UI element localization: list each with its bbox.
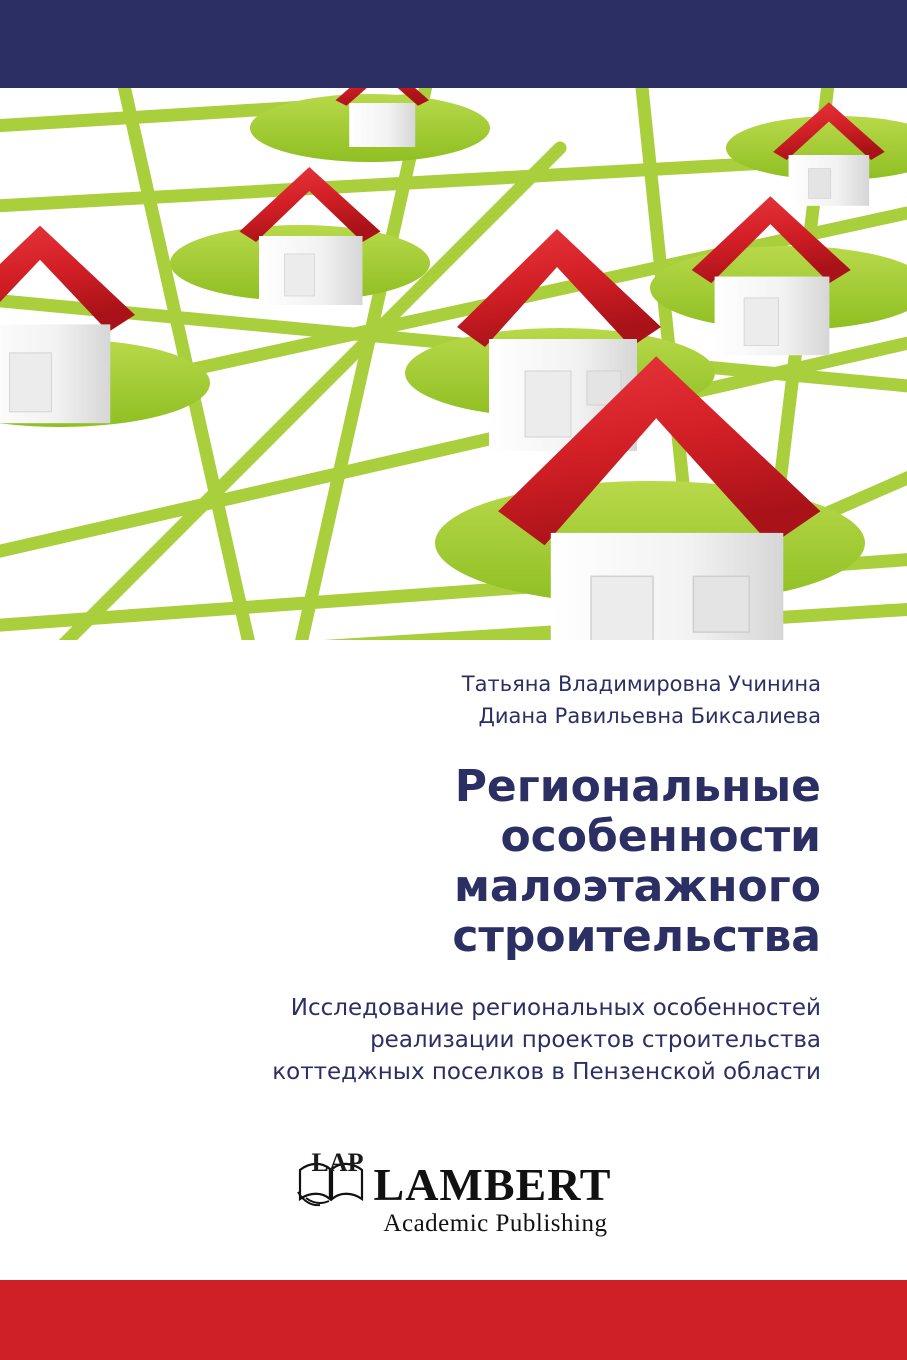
- subtitle-line: реализации проектов строительства: [370, 1027, 821, 1053]
- cover-illustration: [0, 88, 907, 640]
- subtitle-line: коттеджных поселков в Пензенской области: [272, 1059, 821, 1085]
- bottom-white-gap: [0, 1272, 907, 1280]
- top-navy-band: [0, 0, 907, 88]
- publisher-tagline: Academic Publishing: [383, 1210, 608, 1237]
- open-book-icon: [296, 1148, 366, 1208]
- book-title: [181, 762, 821, 962]
- subtitle-line: Исследование региональных особенностей: [290, 995, 821, 1021]
- publisher-name: LAMBERT: [373, 1159, 612, 1210]
- title-line: Региональные: [454, 761, 821, 812]
- authors-block: [462, 668, 821, 732]
- title-line: малоэтажного: [453, 861, 821, 912]
- publisher-logo: [0, 1148, 907, 1238]
- title-line: особенности: [500, 811, 821, 862]
- author-name: Татьяна Владимировна Учинина: [461, 672, 821, 696]
- author-name: Диана Равильевна Биксалиева: [478, 704, 821, 728]
- houses-network-graphic: [0, 88, 907, 640]
- title-line: строительства: [452, 911, 821, 962]
- publisher-acronym: LAP: [311, 1148, 364, 1177]
- book-subtitle: [81, 992, 821, 1088]
- bottom-red-band: [0, 1280, 907, 1360]
